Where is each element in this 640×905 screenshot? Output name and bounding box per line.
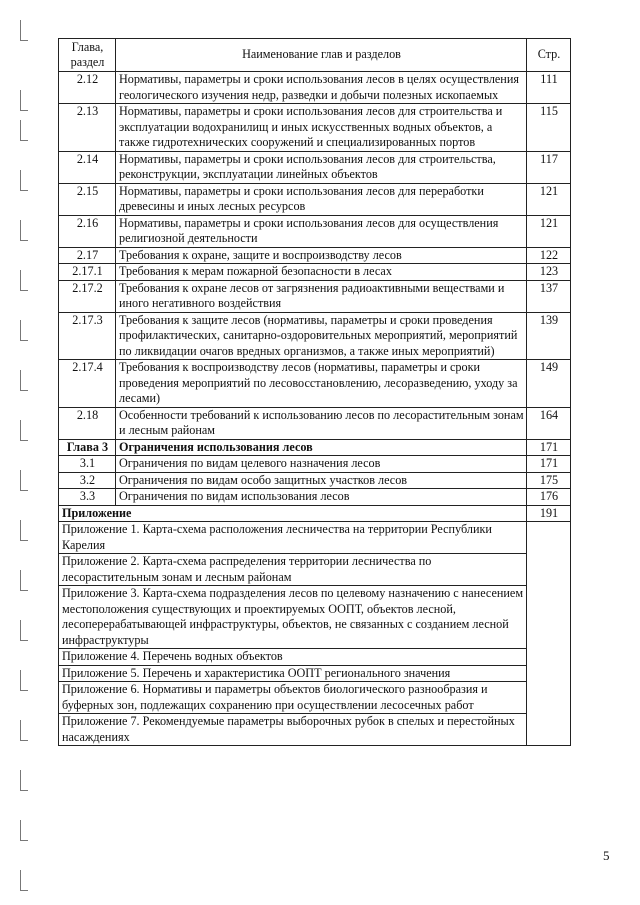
appendix-body [59, 505, 571, 746]
chapter-3-row[interactable] [59, 439, 571, 456]
appendix-title: Приложение [59, 505, 527, 522]
section-title: Требования к охране лесов от загрязнения радиоактивными веществами и иного негативного воздействия [116, 280, 527, 312]
toc-header-row [59, 39, 571, 72]
section-number: 2.17.4 [59, 360, 116, 408]
appendix-row[interactable] [59, 522, 571, 554]
section-title: Нормативы, параметры и сроки использования лесов для осуществления религиозной деятельности [116, 215, 527, 247]
toc-row[interactable] [59, 183, 571, 215]
toc-row[interactable] [59, 264, 571, 281]
toc-row[interactable] [59, 280, 571, 312]
section-page: 149 [527, 360, 571, 408]
appendix-row[interactable] [59, 554, 571, 586]
sections-body [59, 72, 571, 440]
appendix-item: Приложение 7. Рекомендуемые параметры выборочных рубок в спелых и перестойных насаждениях [59, 714, 527, 746]
toc-table [58, 38, 571, 746]
chapter-title: Ограничения использования лесов [116, 439, 527, 456]
appendix-row[interactable] [59, 714, 571, 746]
section-page: 164 [527, 407, 571, 439]
section-page: 117 [527, 151, 571, 183]
toc-row[interactable] [59, 489, 571, 506]
section-number: 2.15 [59, 183, 116, 215]
appendix-item: Приложение 6. Нормативы и параметры объектов биологического разнообразия и буферных зон, подлежащих сохранению при осуществлении лесосечных работ [59, 682, 527, 714]
chapter-3-sections-body [59, 456, 571, 506]
section-page: 171 [527, 456, 571, 473]
section-number: 2.14 [59, 151, 116, 183]
section-number: 3.3 [59, 489, 116, 506]
section-number: 2.13 [59, 104, 116, 152]
section-number: 3.1 [59, 456, 116, 473]
section-title: Ограничения по видам особо защитных участков лесов [116, 472, 527, 489]
section-number: 2.16 [59, 215, 116, 247]
appendix-row[interactable] [59, 586, 571, 649]
page-number: 5 [603, 848, 610, 863]
section-title: Требования к охране, защите и воспроизводству лесов [116, 247, 527, 264]
section-page: 175 [527, 472, 571, 489]
section-title: Ограничения по видам использования лесов [116, 489, 527, 506]
appendix-row[interactable] [59, 665, 571, 682]
section-title: Нормативы, параметры и сроки использования лесов в целях осуществления геологического изучения недр, разведки и добычи полезных ископаемых [116, 72, 527, 104]
section-title: Требования к мерам пожарной безопасности в лесах [116, 264, 527, 281]
toc-row[interactable] [59, 360, 571, 408]
header-page: Стр. [527, 39, 571, 72]
toc-row[interactable] [59, 456, 571, 473]
header-title: Наименование глав и разделов [116, 39, 527, 72]
section-number: 2.17 [59, 247, 116, 264]
toc-row[interactable] [59, 472, 571, 489]
section-number: 2.17.3 [59, 312, 116, 360]
section-page: 176 [527, 489, 571, 506]
section-page: 123 [527, 264, 571, 281]
header-number: Глава, раздел [59, 39, 116, 72]
section-page: 115 [527, 104, 571, 152]
chapter-number: Глава 3 [59, 439, 116, 456]
section-page: 111 [527, 72, 571, 104]
appendix-item: Приложение 3. Карта-схема подразделения лесов по целевому назначению с нанесением местоположения существующих и проектируемых ООПТ, объектов лесной, лесоперерабатывающей инфраструктуры, объектов, не связанных с созданием лесной инфраструктуры [59, 586, 527, 649]
appendix-row[interactable] [59, 649, 571, 666]
section-number: 2.17.1 [59, 264, 116, 281]
section-title: Ограничения по видам целевого назначения лесов [116, 456, 527, 473]
toc-row[interactable] [59, 312, 571, 360]
appendix-row[interactable] [59, 682, 571, 714]
section-number: 2.17.2 [59, 280, 116, 312]
section-page: 121 [527, 183, 571, 215]
appendix-title-row[interactable] [59, 505, 571, 522]
appendix-item: Приложение 5. Перечень и характеристика ООПТ регионального значения [59, 665, 527, 682]
appendix-item: Приложение 1. Карта-схема расположения лесничества на территории Республики Карелия [59, 522, 527, 554]
toc-row[interactable] [59, 104, 571, 152]
appendix-item: Приложение 2. Карта-схема распределения территории лесничества по лесорастительным зонам и лесным районам [59, 554, 527, 586]
section-number: 2.12 [59, 72, 116, 104]
toc-row[interactable] [59, 215, 571, 247]
section-page: 122 [527, 247, 571, 264]
toc-row[interactable] [59, 151, 571, 183]
section-title: Нормативы, параметры и сроки использования лесов для строительства и эксплуатации водохранилищ и иных искусственных водных объектов, а также гидротехнических сооружений и специализированных портов [116, 104, 527, 152]
appendix-item: Приложение 4. Перечень водных объектов [59, 649, 527, 666]
toc-row[interactable] [59, 247, 571, 264]
section-title: Требования к воспроизводству лесов (нормативы, параметры и сроки проведения мероприятий по лесовосстановлению, лесоразведению, уходу за лесами) [116, 360, 527, 408]
toc-row[interactable] [59, 407, 571, 439]
chapter-page: 171 [527, 439, 571, 456]
binding-marks [0, 0, 40, 905]
section-page: 121 [527, 215, 571, 247]
appendix-page-cell [527, 522, 571, 746]
section-title: Требования к защите лесов (нормативы, параметры и сроки проведения профилактических, санитарно-оздоровительных мероприятий, мероприятий по ликвидации очагов вредных организмов, а также иных мероприятий) [116, 312, 527, 360]
section-number: 3.2 [59, 472, 116, 489]
section-page: 139 [527, 312, 571, 360]
section-title: Нормативы, параметры и сроки использования лесов для переработки древесины и иных лесных ресурсов [116, 183, 527, 215]
section-number: 2.18 [59, 407, 116, 439]
section-title: Нормативы, параметры и сроки использования лесов для строительства, реконструкции, эксплуатации линейных объектов [116, 151, 527, 183]
appendix-page: 191 [527, 505, 571, 522]
toc-row[interactable] [59, 72, 571, 104]
section-page: 137 [527, 280, 571, 312]
section-title: Особенности требований к использованию лесов по лесорастительным зонам и лесным районам [116, 407, 527, 439]
